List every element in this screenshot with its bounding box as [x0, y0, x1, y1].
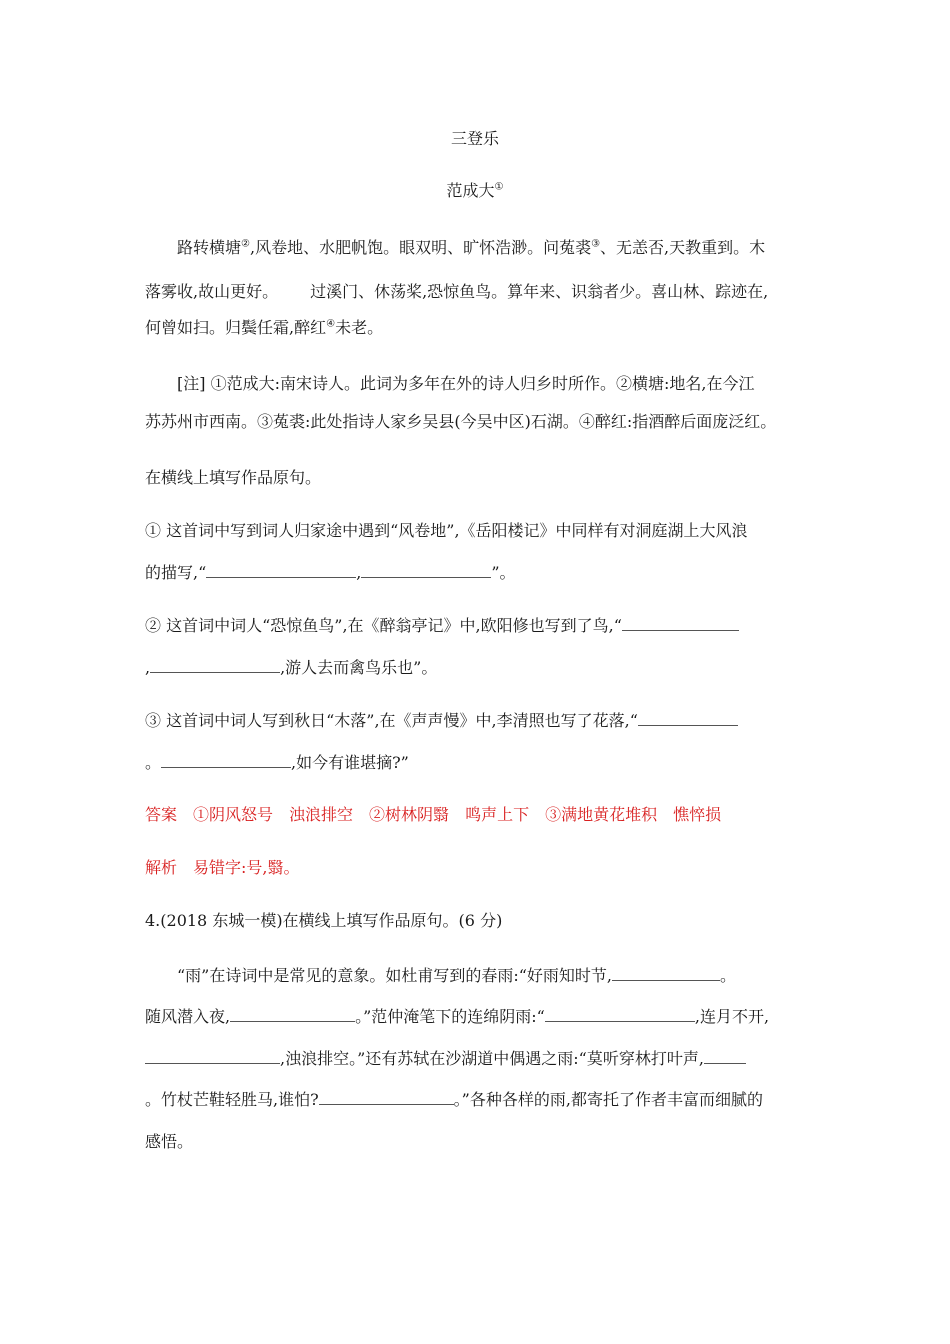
q4-text: “雨”在诗词中是常见的意象。如杜甫写到的春雨:“好雨知时节,	[177, 966, 613, 985]
q4-line-2	[145, 1006, 769, 1028]
q4-text: ,浊浪排空。”还有苏轼在沙湖道中偶遇之雨:“莫听穿林打叶声,	[280, 1049, 704, 1068]
poem-text: 过溪门、休荡桨,恐惊鱼鸟。算年来、识翁者少。喜山林、踪迹在,	[310, 282, 769, 301]
analysis-label: 解析	[145, 858, 178, 877]
footnote-mark-3: ③	[591, 238, 601, 250]
q3-line-2	[145, 752, 409, 774]
poem-text: 何曾如扫。归鬓任霜,醉红	[145, 318, 327, 337]
poem-text: 路转横塘	[177, 238, 242, 257]
q3-text: 。	[145, 753, 162, 772]
q4-text: 随风潜入夜,	[145, 1007, 231, 1026]
answer-item: 浊浪排空	[289, 805, 354, 824]
q1-text: 的描写,“	[145, 563, 207, 582]
q1-line-1: ① 这首词中写到词人归家途中遇到“风卷地”,《岳阳楼记》中同样有对洞庭湖上大风浪	[145, 521, 748, 540]
answer-blank[interactable]	[145, 1049, 280, 1064]
q4-line-1	[177, 965, 736, 987]
q2-text: ,游人去而禽鸟乐也”。	[280, 658, 438, 677]
q3-text: ,如今有谁堪摘?”	[291, 753, 409, 772]
answer-item: 憔悴损	[673, 805, 722, 824]
q4-text: ,连月不开,	[694, 1007, 770, 1026]
analysis-line	[145, 857, 300, 879]
q4-line-3	[145, 1048, 746, 1070]
poem-line-1	[177, 237, 765, 259]
q1-text: ,	[356, 563, 362, 582]
answer-item: ③满地黄花堆积	[545, 805, 658, 824]
answer-line	[145, 804, 721, 826]
notes-line-2: 苏苏州市西南。③菟裘:此处指诗人家乡吴县(今吴中区)石湖。④醉红:指酒醉后面庞泛红。	[145, 412, 777, 431]
q1-line-2	[145, 562, 516, 584]
answer-blank[interactable]	[161, 753, 291, 768]
poem-line-2	[145, 281, 768, 303]
q4-text: 。	[720, 966, 737, 985]
footnote-mark-4: ④	[326, 318, 336, 330]
q2-text: ,	[145, 658, 151, 677]
poem-title: 三登乐	[450, 129, 499, 148]
answer-item: ①阴风怒号	[193, 805, 274, 824]
answer-item: 鸣声上下	[465, 805, 530, 824]
q3-line-1	[145, 710, 738, 732]
q4-header: 4.(2018 东城一模)在横线上填写作品原句。(6 分)	[145, 911, 503, 930]
analysis-text: 易错字:号,翳。	[193, 858, 300, 877]
poem-text: 、无恙否,天教重到。木	[600, 238, 766, 257]
answer-blank[interactable]	[361, 563, 491, 578]
answer-blank[interactable]	[622, 616, 739, 631]
q4-text: 。竹杖芒鞋轻胜马,谁怕?	[145, 1090, 319, 1109]
answer-blank[interactable]	[319, 1090, 454, 1105]
q4-line-4	[145, 1089, 763, 1111]
poem-text: ,风卷地、水肥帆饱。眼双明、旷怀浩渺。问菟裘	[249, 238, 592, 257]
answer-blank[interactable]	[638, 711, 738, 726]
answer-blank[interactable]	[704, 1049, 746, 1064]
q4-text: 。”范仲淹笔下的连绵阴雨:“	[355, 1007, 545, 1026]
instruction: 在横线上填写作品原句。	[145, 468, 322, 487]
answer-label: 答案	[145, 805, 178, 824]
author-footnote-mark: ①	[494, 181, 504, 193]
poem-line-3	[145, 317, 383, 339]
q2-line-1	[145, 615, 739, 637]
answer-blank[interactable]	[206, 563, 356, 578]
poem-text: 未老。	[335, 318, 384, 337]
q1-text: ”。	[491, 563, 516, 582]
author-name: 范成大	[446, 181, 495, 200]
answer-blank[interactable]	[545, 1007, 695, 1022]
answer-blank[interactable]	[612, 966, 720, 981]
footnote-mark-2: ②	[241, 238, 250, 250]
q3-text: ③ 这首词中词人写到秋日“木落”,在《声声慢》中,李清照也写了花落,“	[145, 711, 638, 730]
q2-line-2	[145, 657, 437, 679]
answer-blank[interactable]	[230, 1007, 355, 1022]
q4-text: 。”各种各样的雨,都寄托了作者丰富而细腻的	[453, 1090, 763, 1109]
poem-author	[0, 180, 950, 202]
poem-text: 落雾收,故山更好。	[145, 282, 279, 301]
answer-item: ②树林阴翳	[369, 805, 450, 824]
answer-blank[interactable]	[150, 658, 280, 673]
notes-line-1: [注] ①范成大:南宋诗人。此词为多年在外的诗人归乡时所作。②横塘:地名,在今江	[177, 374, 755, 393]
q4-line-5: 感悟。	[145, 1132, 194, 1151]
q2-text: ② 这首词中词人“恐惊鱼鸟”,在《醉翁亭记》中,欧阳修也写到了鸟,“	[145, 616, 622, 635]
